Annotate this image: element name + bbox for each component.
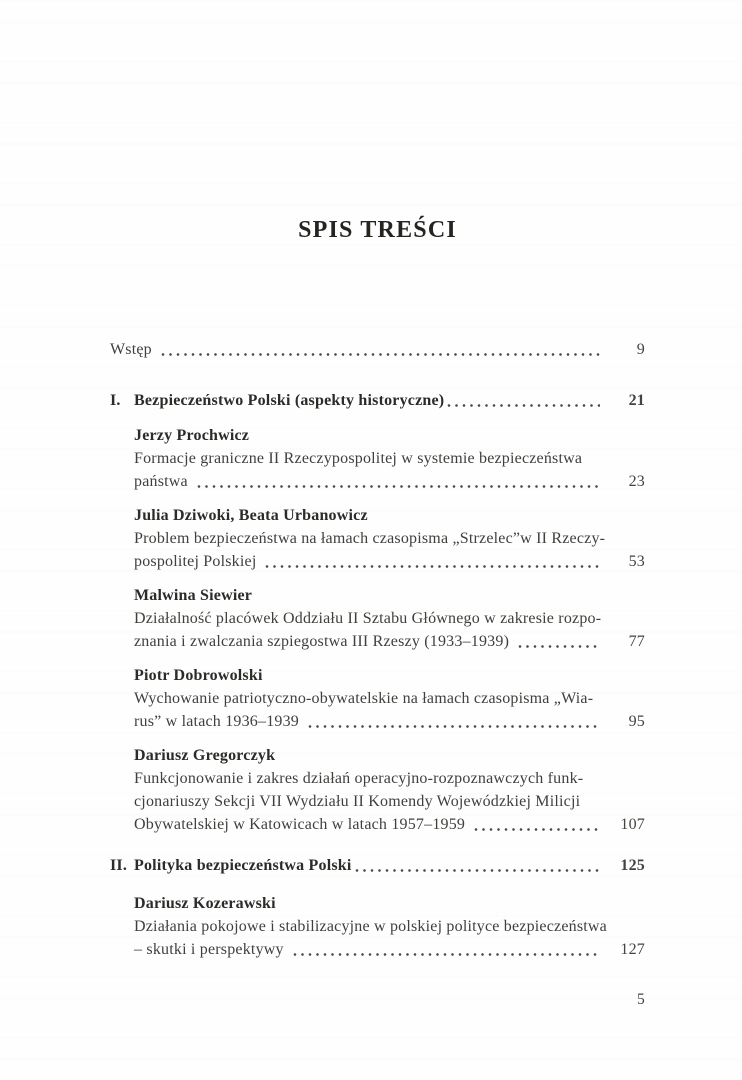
page-number: 125 (620, 857, 645, 874)
article-line: – skutki i perspektywy (134, 941, 284, 958)
dot-leader (474, 827, 600, 832)
section-number: I. (110, 392, 121, 409)
article-line: rus” w latach 1936–1939 (134, 713, 300, 730)
toc-article-dziwoki-urbanowicz (110, 504, 645, 573)
article-last-line (134, 630, 645, 653)
article-line: Problem bezpieczeństwa na łamach czasopisma „Strzelec”w II Rzeczy- (134, 530, 606, 547)
toc-section-1 (110, 389, 645, 412)
dot-leader (293, 952, 600, 957)
article-line: Działania pokojowe i stabilizacyjne w polskiej polityce bezpieczeństwa (134, 918, 607, 935)
toc (110, 0, 645, 961)
article-authors: Julia Dziwoki, Beata Urbanowicz (134, 507, 368, 524)
toc-article-prochwicz (110, 424, 645, 493)
toc-entry-intro (110, 338, 645, 361)
dot-leader (518, 644, 600, 649)
article-line: cjonariuszy Sekcji VII Wydziału II Komendy Wojewódzkiej Milicji (134, 793, 581, 810)
section-number: II. (110, 857, 128, 874)
article-line: Formacje graniczne II Rzeczypospolitej w systemie bezpieczeństwa (134, 450, 583, 467)
article-authors: Dariusz Kozerawski (134, 895, 276, 912)
article-last-line (134, 813, 645, 836)
article-authors: Piotr Dobrowolski (134, 667, 263, 684)
toc-article-dobrowolski (110, 664, 645, 733)
page-number: 107 (620, 816, 645, 833)
page-number: 53 (628, 553, 645, 570)
intro-label: Wstęp (110, 341, 152, 358)
article-authors: Dariusz Gregorczyk (134, 747, 276, 764)
article-last-line (134, 710, 645, 733)
article-line: Obywatelskiej w Katowicach w latach 1957–1959 (134, 816, 466, 833)
article-authors: Malwina Siewier (134, 587, 253, 604)
article-line: Wychowanie patriotyczno-obywatelskie na łamach czasopisma „Wia- (134, 690, 594, 707)
dot-leader (355, 868, 600, 873)
toc-article-siewier (110, 584, 645, 653)
dot-leader (197, 484, 600, 489)
article-line: Funkcjonowanie i zakres działań operacyjno-rozpoznawczych funk- (134, 770, 584, 787)
article-line: państwa (134, 473, 188, 490)
article-last-line (134, 470, 645, 493)
page-number: 21 (628, 392, 645, 409)
article-last-line (134, 550, 645, 573)
toc-article-gregorczyk (110, 744, 645, 836)
toc-article-kozerawski (110, 892, 645, 961)
article-line: znania i zwalczania szpiegostwa III Rzeszy (1933–1939) (134, 633, 510, 650)
page-number: 95 (628, 713, 645, 730)
section-title: Bezpieczeństwo Polski (aspekty historyczne) (134, 392, 445, 409)
article-line: pospolitej Polskiej (134, 553, 257, 570)
page-title: SPIS TREŚCI (298, 217, 457, 243)
dot-leader (161, 352, 600, 357)
dot-leader (265, 564, 600, 569)
article-authors: Jerzy Prochwicz (134, 427, 250, 444)
dot-leader (447, 403, 600, 408)
section-title: Polityka bezpieczeństwa Polski (134, 857, 352, 874)
page-folio: 5 (637, 991, 645, 1008)
page-number: 77 (628, 633, 645, 650)
page-number: 127 (620, 941, 645, 958)
article-line: Działalność placówek Oddziału II Sztabu Głównego w zakresie rozpo- (134, 610, 602, 627)
page-number: 23 (628, 473, 645, 490)
article-last-line (134, 938, 645, 961)
dot-leader (308, 724, 600, 729)
page-number: 9 (636, 341, 645, 358)
toc-section-2 (110, 854, 645, 877)
